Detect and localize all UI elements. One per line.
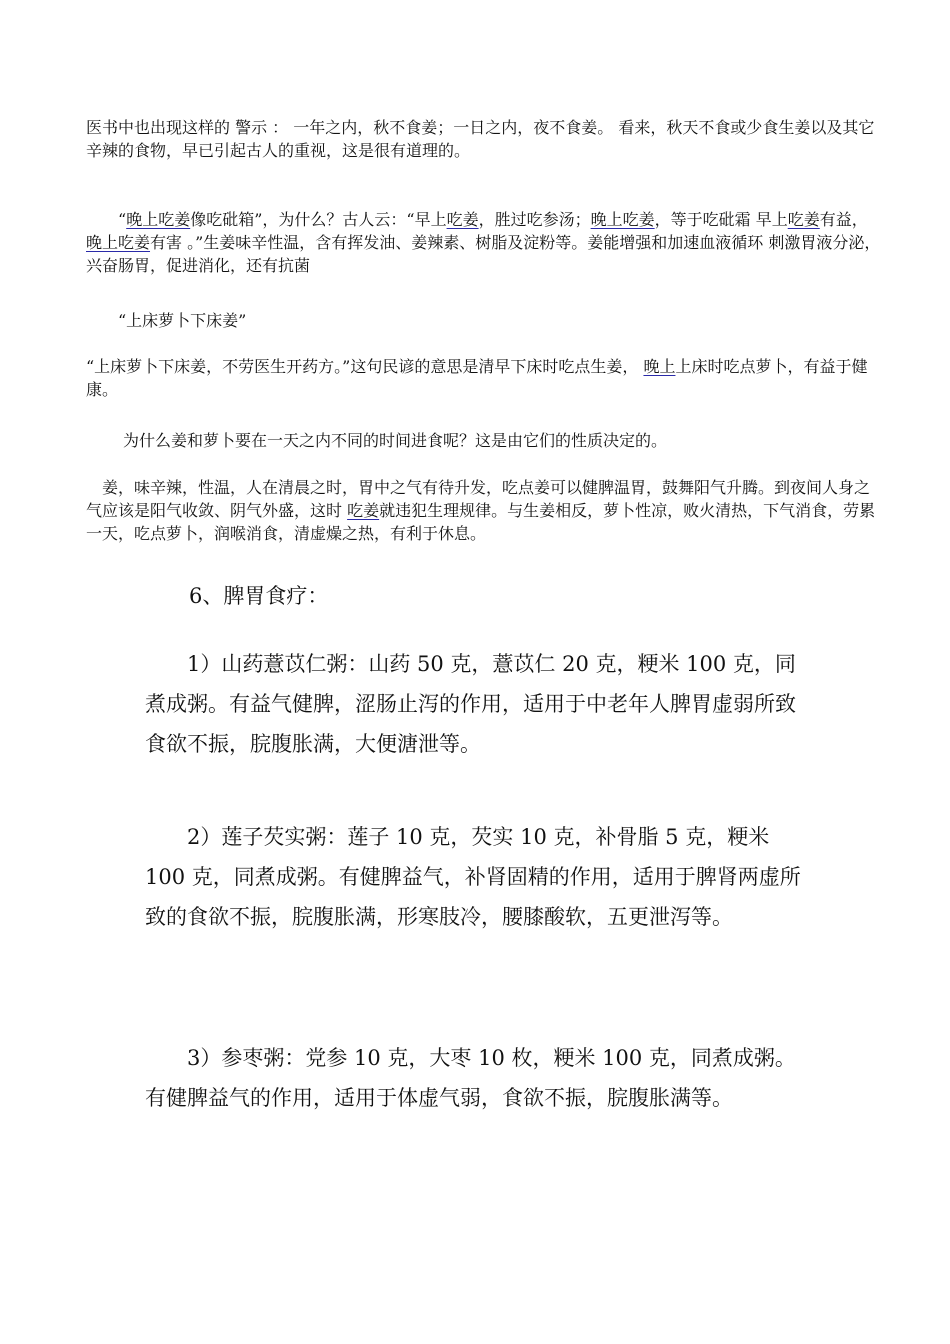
underlined-term: 吃姜 [347, 501, 380, 520]
paragraph-why-question [123, 429, 883, 452]
recipe-text-1: 1）山药薏苡仁粥：山药 50 克，薏苡仁 20 克，粳米 100 克，同煮成粥。有益气健脾，涩肠止泻的作用，适用于中老年人脾胃虚弱所致食欲不振，脘腹胀满，大便溏泄等。 [145, 652, 796, 756]
recipe-text-3: 3）参枣粥：党参 10 克，大枣 10 枚，粳米 100 克，同煮成粥。有健脾益气的作用，适用于体虚气弱，食欲不振，脘腹胀满等。 [145, 1046, 796, 1110]
text-evening-ginger [86, 208, 881, 277]
section-heading [189, 576, 859, 616]
text-segment: 姜，味辛辣，性温，人在清晨之时，胃中之气有待升发，吃点姜可以健脾温胃，鼓舞阳气升腾。到夜间人身之气应该是阳气收敛、阴气外盛，这时 [86, 478, 871, 520]
text-ginger-nature [86, 476, 881, 545]
text-segment: ，等于吃砒霜 早上 [654, 210, 788, 229]
underlined-term: 吃姜 [446, 210, 479, 229]
underlined-term: 晚上吃姜 [590, 210, 655, 229]
recipe-item-3 [145, 1038, 815, 1118]
recipe-item-1 [145, 644, 815, 764]
recipe-item-2 [145, 817, 815, 937]
paragraph-ginger-nature [86, 476, 881, 545]
text-segment: 有害 。”生姜味辛性温，含有挥发油、姜辣素、树脂及淀粉等。姜能增强和加速血液循环 刺激胃液分泌，兴奋肠胃，促进消化，还有抗菌 [86, 233, 881, 275]
text-segment: 有益， [819, 210, 868, 229]
text-saying-title: “上床萝卜下床姜” [118, 311, 247, 330]
underlined-term: 晚上吃姜 [86, 233, 151, 252]
heading-spleen-stomach-diet: 6、脾胃食疗： [189, 584, 329, 608]
text-why-question: 为什么姜和萝卜要在一天之内不同的时间进食呢？这是由它们的性质决定的。 [123, 431, 668, 450]
text-autumn-ginger: 医书中也出现这样的 警示 ： 一年之内，秋不食姜；一日之内，夜不食姜。 看来，秋天不食或少食生姜以及其它辛辣的食物，早已引起古人的重视，这是很有道理的。 [86, 118, 875, 160]
underlined-term: 吃姜 [787, 210, 820, 229]
text-segment: ，胜过吃参汤； [478, 210, 591, 229]
paragraph-saying-title [86, 309, 881, 332]
paragraph-saying-explain [86, 355, 881, 401]
underlined-term: 晚上吃姜 [126, 210, 191, 229]
text-saying-explain [86, 355, 881, 401]
underlined-term: 晚上 [643, 357, 676, 376]
text-segment: 上床时吃点萝卜，有益于健康。 [86, 357, 868, 399]
recipe-text-2: 2）莲子芡实粥：莲子 10 克，芡实 10 克，补骨脂 5 克，粳米 100 克，同煮成粥。有健脾益气，补肾固精的作用，适用于脾肾两虚所致的食欲不振，脘腹胀满，形寒肢冷，腰膝酸软，五更泄泻等。 [145, 825, 801, 929]
text-segment: “上床萝卜下床姜，不劳医生开药方。”这句民谚的意思是清早下床时吃点生姜， [86, 357, 644, 376]
paragraph-evening-ginger [86, 208, 881, 277]
text-segment: “ [118, 210, 127, 229]
paragraph-autumn-ginger [86, 116, 881, 162]
text-segment: 像吃砒箱”，为什么？古人云：“早上 [190, 210, 447, 229]
text-segment: 就违犯生理规律。与生姜相反，萝卜性凉，败火清热，下气消食，劳累一天，吃点萝卜，润喉消食，清虚燥之热，有利于休息。 [86, 501, 876, 543]
